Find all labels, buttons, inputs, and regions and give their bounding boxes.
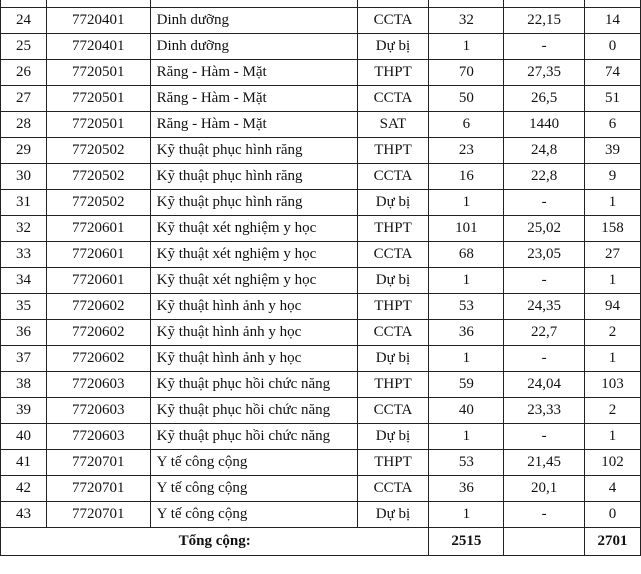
table-row (1, 346, 641, 372)
score-cell: - (504, 34, 585, 60)
major-name-cell: Răng - Hàm - Mặt (150, 86, 357, 112)
admitted-cell: 74 (585, 60, 641, 86)
admitted-cell: 2 (585, 320, 641, 346)
quota-cell: 6 (429, 112, 504, 138)
quota-cell: 70 (429, 60, 504, 86)
admitted-cell: 1 (585, 268, 641, 294)
method-cell: CCTA (357, 476, 429, 502)
major-name-cell: Dinh dưỡng (150, 34, 357, 60)
major-name-cell: Kỹ thuật xét nghiệm y học (150, 216, 357, 242)
admitted-cell: 4 (585, 476, 641, 502)
score-cell: 1440 (504, 112, 585, 138)
quota-cell: 1 (429, 346, 504, 372)
quota-cell: 23 (429, 138, 504, 164)
score-cell: 25,02 (504, 216, 585, 242)
stt-cell: 42 (1, 476, 47, 502)
method-cell: Dự bị (357, 502, 429, 528)
table-row (1, 164, 641, 190)
table-row (1, 502, 641, 528)
stt-cell: 41 (1, 450, 47, 476)
score-cell: 24,8 (504, 138, 585, 164)
quota-cell: 1 (429, 190, 504, 216)
table-row (1, 398, 641, 424)
method-cell: Dự bị (357, 346, 429, 372)
score-cell: 24,04 (504, 372, 585, 398)
score-cell: - (504, 190, 585, 216)
quota-cell: 1 (429, 502, 504, 528)
table-row (1, 8, 641, 34)
admitted-cell: 51 (585, 86, 641, 112)
stt-cell: 28 (1, 112, 47, 138)
method-cell: THPT (357, 372, 429, 398)
stt-cell: 40 (1, 424, 47, 450)
quota-cell: 50 (429, 86, 504, 112)
method-cell: THPT (357, 138, 429, 164)
stt-cell: 38 (1, 372, 47, 398)
quota-cell: 101 (429, 216, 504, 242)
quota-cell: 1 (429, 34, 504, 60)
table-row (1, 424, 641, 450)
major-code-cell: 7720603 (46, 398, 150, 424)
method-cell: CCTA (357, 320, 429, 346)
admitted-cell: 0 (585, 34, 641, 60)
major-name-cell: Kỹ thuật phục hình răng (150, 138, 357, 164)
major-name-cell: Y tế công cộng (150, 476, 357, 502)
major-code-cell: 7720401 (46, 34, 150, 60)
table-row (1, 86, 641, 112)
major-code-cell: 7720401 (46, 8, 150, 34)
stt-cell: 25 (1, 34, 47, 60)
table-row (1, 450, 641, 476)
method-cell: THPT (357, 294, 429, 320)
table-row-partial (1, 0, 641, 8)
total-row (1, 528, 641, 556)
admitted-cell: 158 (585, 216, 641, 242)
method-cell: THPT (357, 450, 429, 476)
method-cell: CCTA (357, 242, 429, 268)
quota-cell: 53 (429, 294, 504, 320)
method-cell: SAT (357, 112, 429, 138)
score-cell: 23,33 (504, 398, 585, 424)
major-code-cell: 7720701 (46, 502, 150, 528)
major-name-cell: Kỹ thuật xét nghiệm y học (150, 268, 357, 294)
major-name-cell: Y tế công cộng (150, 502, 357, 528)
stt-cell: 35 (1, 294, 47, 320)
major-name-cell: Kỹ thuật hình ảnh y học (150, 346, 357, 372)
major-code-cell: 7720601 (46, 268, 150, 294)
major-name-cell: Kỹ thuật phục hồi chức năng (150, 424, 357, 450)
table-row (1, 372, 641, 398)
score-cell: 21,45 (504, 450, 585, 476)
major-code-cell: 7720603 (46, 424, 150, 450)
major-name-cell: Dinh dưỡng (150, 8, 357, 34)
quota-cell: 1 (429, 424, 504, 450)
quota-cell: 1 (429, 268, 504, 294)
score-cell: - (504, 268, 585, 294)
major-code-cell: 7720501 (46, 60, 150, 86)
method-cell: Dự bị (357, 268, 429, 294)
major-name-cell: Kỹ thuật phục hồi chức năng (150, 398, 357, 424)
method-cell: THPT (357, 60, 429, 86)
major-name-cell: Kỹ thuật hình ảnh y học (150, 294, 357, 320)
major-code-cell: 7720701 (46, 450, 150, 476)
admitted-cell: 103 (585, 372, 641, 398)
total-admitted: 2701 (585, 528, 641, 556)
major-code-cell: 7720502 (46, 164, 150, 190)
major-code-cell: 7720701 (46, 476, 150, 502)
admitted-cell: 1 (585, 190, 641, 216)
score-cell: 23,05 (504, 242, 585, 268)
quota-cell: 40 (429, 398, 504, 424)
major-code-cell: 7720501 (46, 86, 150, 112)
major-name-cell: Kỹ thuật phục hồi chức năng (150, 372, 357, 398)
major-name-cell: Kỹ thuật xét nghiệm y học (150, 242, 357, 268)
score-cell: 27,35 (504, 60, 585, 86)
score-cell: - (504, 502, 585, 528)
table-row (1, 138, 641, 164)
major-code-cell: 7720602 (46, 346, 150, 372)
admitted-cell: 0 (585, 502, 641, 528)
method-cell: THPT (357, 216, 429, 242)
major-code-cell: 7720602 (46, 294, 150, 320)
score-cell: 20,1 (504, 476, 585, 502)
major-code-cell: 7720502 (46, 190, 150, 216)
admitted-cell: 1 (585, 346, 641, 372)
major-name-cell: Kỹ thuật phục hình răng (150, 190, 357, 216)
admitted-cell: 6 (585, 112, 641, 138)
major-name-cell: Răng - Hàm - Mặt (150, 60, 357, 86)
quota-cell: 59 (429, 372, 504, 398)
score-cell: - (504, 346, 585, 372)
quota-cell: 36 (429, 476, 504, 502)
stt-cell: 24 (1, 8, 47, 34)
stt-cell: 27 (1, 86, 47, 112)
stt-cell: 39 (1, 398, 47, 424)
admitted-cell: 2 (585, 398, 641, 424)
method-cell: CCTA (357, 398, 429, 424)
total-empty (504, 528, 585, 556)
major-code-cell: 7720502 (46, 138, 150, 164)
stt-cell: 37 (1, 346, 47, 372)
method-cell: CCTA (357, 164, 429, 190)
quota-cell: 68 (429, 242, 504, 268)
table-row (1, 320, 641, 346)
score-cell: 22,15 (504, 8, 585, 34)
admitted-cell: 39 (585, 138, 641, 164)
major-code-cell: 7720601 (46, 216, 150, 242)
admitted-cell: 27 (585, 242, 641, 268)
stt-cell: 32 (1, 216, 47, 242)
quota-cell: 53 (429, 450, 504, 476)
admitted-cell: 94 (585, 294, 641, 320)
stt-cell: 31 (1, 190, 47, 216)
quota-cell: 32 (429, 8, 504, 34)
method-cell: CCTA (357, 86, 429, 112)
score-cell: 24,35 (504, 294, 585, 320)
major-name-cell: Kỹ thuật hình ảnh y học (150, 320, 357, 346)
stt-cell: 29 (1, 138, 47, 164)
stt-cell: 30 (1, 164, 47, 190)
major-code-cell: 7720603 (46, 372, 150, 398)
score-cell: 22,7 (504, 320, 585, 346)
table-row (1, 34, 641, 60)
table-row (1, 476, 641, 502)
score-cell: 26,5 (504, 86, 585, 112)
table-row (1, 190, 641, 216)
method-cell: Dự bị (357, 424, 429, 450)
stt-cell: 43 (1, 502, 47, 528)
stt-cell: 34 (1, 268, 47, 294)
major-code-cell: 7720602 (46, 320, 150, 346)
admitted-cell: 1 (585, 424, 641, 450)
score-cell: 22,8 (504, 164, 585, 190)
table-row (1, 268, 641, 294)
quota-cell: 36 (429, 320, 504, 346)
admitted-cell: 9 (585, 164, 641, 190)
major-code-cell: 7720601 (46, 242, 150, 268)
stt-cell: 33 (1, 242, 47, 268)
method-cell: CCTA (357, 8, 429, 34)
major-name-cell: Kỹ thuật phục hình răng (150, 164, 357, 190)
major-name-cell: Răng - Hàm - Mặt (150, 112, 357, 138)
table-row (1, 112, 641, 138)
admitted-cell: 14 (585, 8, 641, 34)
table-row (1, 242, 641, 268)
stt-cell: 36 (1, 320, 47, 346)
total-quota: 2515 (429, 528, 504, 556)
table-row (1, 216, 641, 242)
major-code-cell: 7720501 (46, 112, 150, 138)
method-cell: Dự bị (357, 34, 429, 60)
major-name-cell: Y tế công cộng (150, 450, 357, 476)
total-label: Tổng cộng: (1, 528, 429, 556)
table-row (1, 294, 641, 320)
quota-cell: 16 (429, 164, 504, 190)
stt-cell: 26 (1, 60, 47, 86)
table-row (1, 60, 641, 86)
method-cell: Dự bị (357, 190, 429, 216)
admitted-cell: 102 (585, 450, 641, 476)
score-cell: - (504, 424, 585, 450)
